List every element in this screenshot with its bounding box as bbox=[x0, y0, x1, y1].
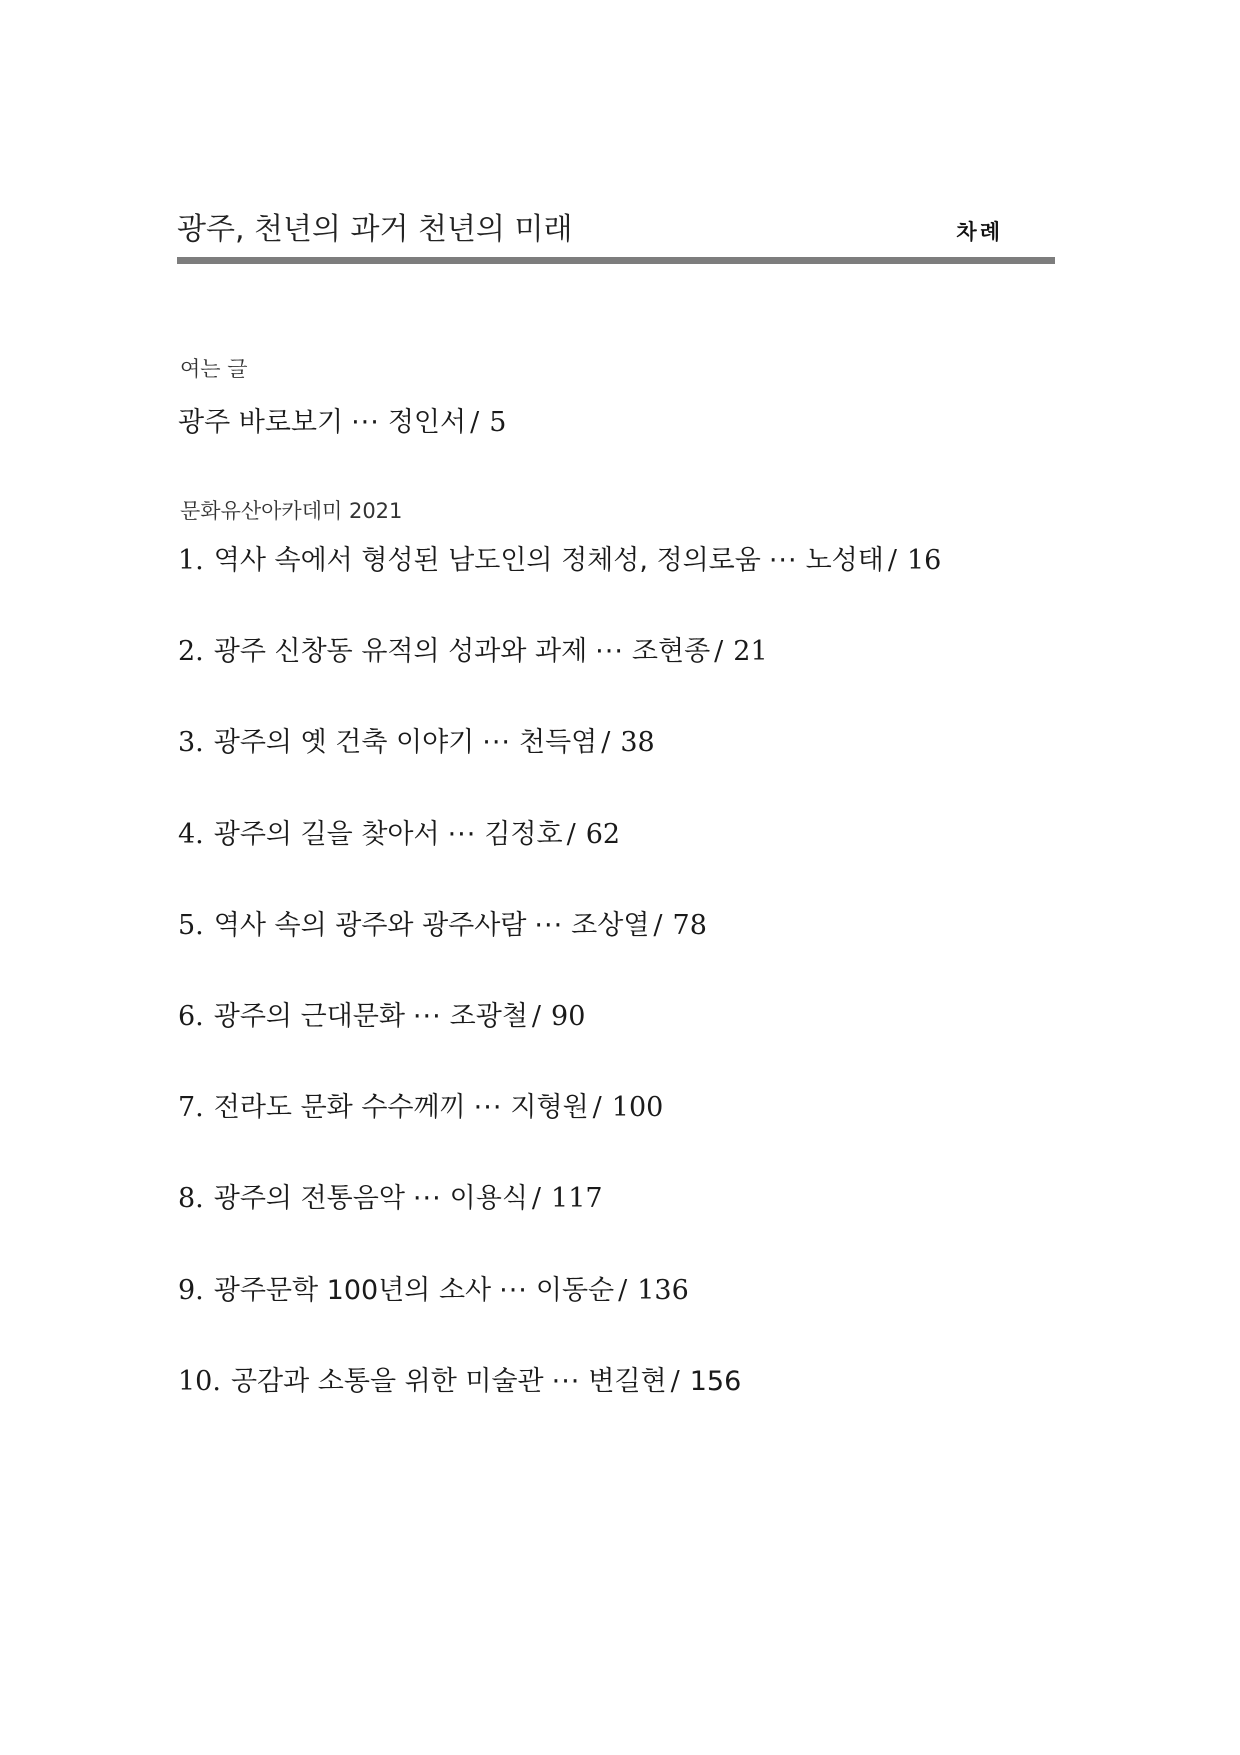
entry-number: 10. bbox=[178, 1366, 221, 1397]
toc-entry[interactable] bbox=[178, 999, 585, 1035]
header-divider bbox=[177, 257, 1055, 264]
entry-slash: / bbox=[566, 819, 576, 850]
entry-slash: / bbox=[531, 1183, 542, 1214]
leader-dots: ··· bbox=[482, 727, 512, 758]
entry-number: 2. bbox=[178, 636, 204, 667]
entry-author: 노성태 bbox=[805, 545, 884, 576]
entry-page: 90 bbox=[551, 1001, 586, 1032]
entry-page: 5 bbox=[489, 407, 507, 438]
entry-page: 38 bbox=[620, 727, 655, 758]
entry-number: 5. bbox=[178, 910, 204, 941]
entry-slash: / bbox=[887, 545, 897, 576]
toc-entry[interactable] bbox=[178, 543, 941, 579]
entry-number: 3. bbox=[178, 727, 204, 758]
entry-slash: / bbox=[531, 1001, 542, 1032]
entry-page: 136 bbox=[637, 1275, 689, 1306]
entry-slash: / bbox=[592, 1092, 602, 1123]
entry-author: 변길현 bbox=[588, 1366, 667, 1397]
leader-dots: ··· bbox=[595, 636, 624, 667]
entry-title: 광주의 전통음악 bbox=[213, 1183, 405, 1214]
entry-slash: / bbox=[653, 910, 663, 941]
toc-entry[interactable] bbox=[178, 634, 768, 670]
toc-label: 차례 bbox=[956, 220, 1003, 244]
toc-entry[interactable] bbox=[178, 1090, 663, 1126]
entry-author: 조현종 bbox=[631, 636, 711, 667]
entry-page: 100 bbox=[611, 1092, 664, 1123]
entry-page: 16 bbox=[906, 545, 942, 576]
leader-dots: ··· bbox=[412, 1001, 442, 1032]
leader-dots: ··· bbox=[551, 1366, 581, 1397]
leader-dots: ··· bbox=[351, 407, 380, 438]
entry-page: 62 bbox=[585, 819, 621, 850]
entry-author: 조광철 bbox=[449, 1001, 528, 1032]
toc-entry[interactable] bbox=[178, 1364, 741, 1400]
entry-title: 공감과 소통을 위한 미술관 bbox=[230, 1366, 544, 1397]
entry-slash: / bbox=[470, 407, 480, 438]
entry-author: 지형원 bbox=[510, 1092, 589, 1123]
entry-page: 21 bbox=[733, 636, 768, 667]
toc-entry[interactable] bbox=[178, 1273, 689, 1309]
entry-number: 7. bbox=[178, 1092, 204, 1123]
leader-dots: ··· bbox=[447, 819, 477, 850]
preface-section-label: 여는 글 bbox=[180, 357, 248, 381]
entry-slash: / bbox=[618, 1275, 628, 1306]
leader-dots: ··· bbox=[473, 1092, 503, 1123]
entry-number: 8. bbox=[178, 1183, 204, 1214]
leader-dots: ··· bbox=[768, 545, 798, 576]
entry-title: 광주의 근대문화 bbox=[213, 1001, 405, 1032]
entry-author: 이용식 bbox=[449, 1183, 528, 1214]
entry-number: 6. bbox=[178, 1001, 204, 1032]
entry-number: 9. bbox=[178, 1275, 204, 1306]
entry-title: 광주의 길을 찾아서 bbox=[213, 819, 440, 850]
toc-entry[interactable] bbox=[178, 725, 655, 761]
toc-entry[interactable] bbox=[178, 908, 707, 944]
entry-slash: / bbox=[670, 1366, 680, 1397]
leader-dots: ··· bbox=[499, 1275, 528, 1306]
entry-author: 조상열 bbox=[571, 910, 650, 941]
entry-title: 역사 속에서 형성된 남도인의 정체성, 정의로움 bbox=[213, 545, 761, 576]
entry-title: 광주 신창동 유적의 성과와 과제 bbox=[213, 636, 588, 667]
toc-entry-preface[interactable] bbox=[178, 405, 506, 441]
entry-title: 전라도 문화 수수께끼 bbox=[213, 1092, 466, 1123]
entry-title: 광주 바로보기 bbox=[178, 407, 344, 438]
entry-title: 광주의 옛 건축 이야기 bbox=[213, 727, 475, 758]
toc-entry[interactable] bbox=[178, 817, 620, 853]
entry-number: 1. bbox=[178, 545, 204, 576]
toc-entry[interactable] bbox=[178, 1181, 603, 1217]
entry-author: 정인서 bbox=[387, 407, 467, 438]
leader-dots: ··· bbox=[412, 1183, 442, 1214]
entry-author: 이동순 bbox=[535, 1275, 615, 1306]
leader-dots: ··· bbox=[534, 910, 564, 941]
entry-title: 역사 속의 광주와 광주사람 bbox=[213, 910, 527, 941]
entry-title: 광주문학 100년의 소사 bbox=[213, 1275, 492, 1306]
entry-slash: / bbox=[714, 636, 724, 667]
academy-section-label: 문화유산아카데미 2021 bbox=[180, 499, 403, 523]
entry-author: 천득염 bbox=[519, 727, 598, 758]
entry-page: 117 bbox=[551, 1183, 603, 1214]
entry-slash: / bbox=[601, 727, 611, 758]
entry-page: 78 bbox=[672, 910, 707, 941]
entry-author: 김정호 bbox=[484, 819, 563, 850]
book-title: 광주, 천년의 과거 천년의 미래 bbox=[177, 212, 573, 247]
entry-page: 156 bbox=[689, 1366, 742, 1397]
entry-number: 4. bbox=[178, 819, 204, 850]
